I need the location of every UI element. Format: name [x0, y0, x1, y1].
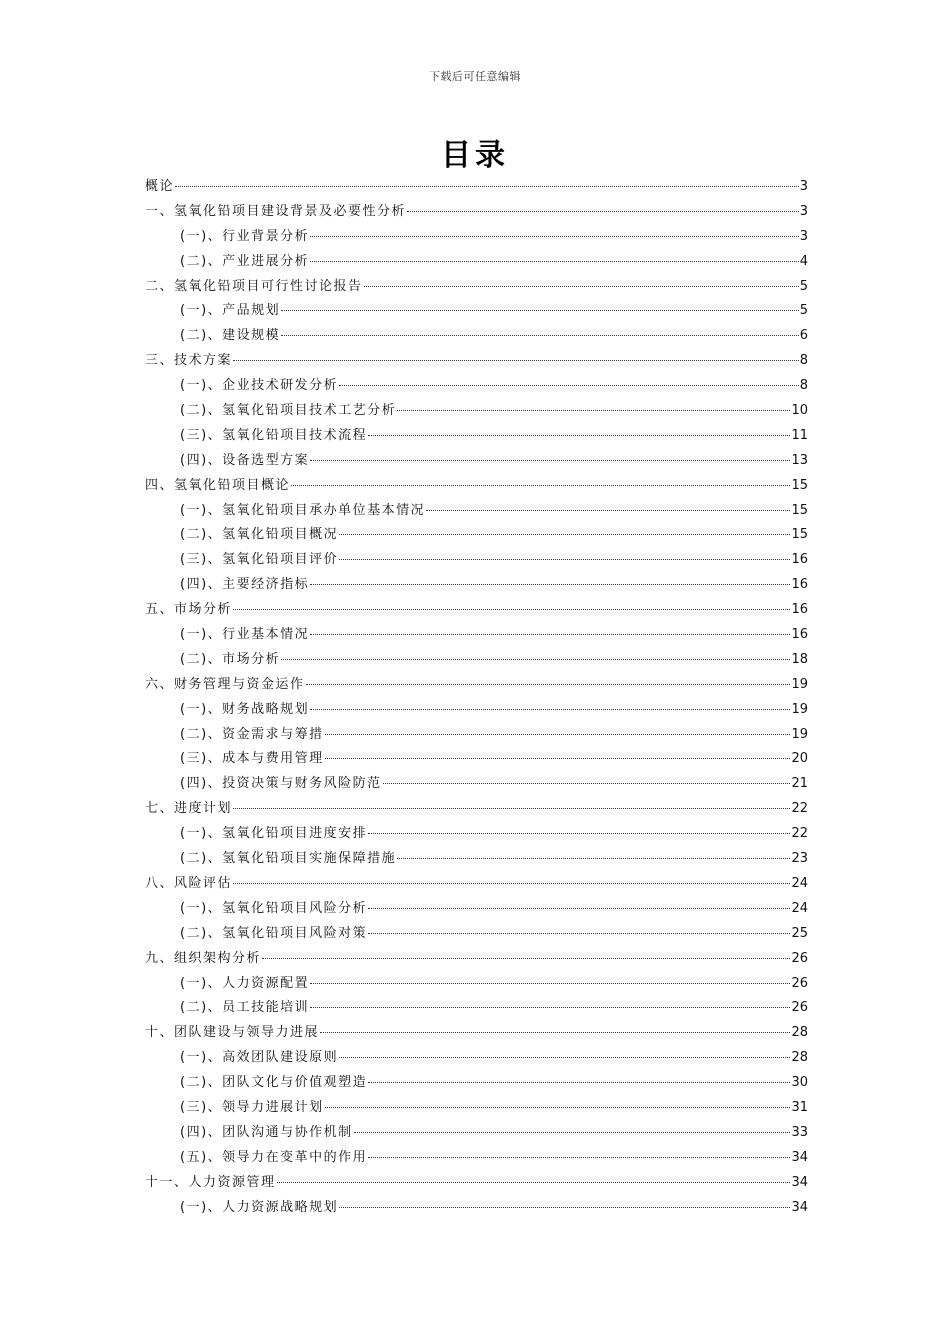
toc-entry-title: 一、氢氧化铅项目建设背景及必要性分析 [145, 203, 407, 219]
toc-entry-title: (三)、领导力进展计划 [180, 1099, 324, 1115]
toc-leader-dots [325, 734, 791, 735]
toc-leader-dots [325, 1107, 791, 1108]
toc-entry-page-number: 19 [791, 676, 808, 692]
toc-entry[interactable] [145, 1146, 808, 1171]
toc-entry[interactable] [145, 523, 808, 548]
toc-entry-title: 概论 [145, 179, 175, 194]
toc-leader-dots [310, 584, 790, 585]
toc-entry[interactable] [145, 424, 808, 449]
toc-entry-title: (四)、团队沟通与协作机制 [180, 1124, 353, 1140]
toc-leader-dots [368, 908, 790, 909]
toc-entry[interactable] [145, 1046, 808, 1071]
toc-entry-title: (二)、资金需求与筹措 [180, 726, 324, 742]
toc-entry[interactable] [145, 922, 808, 947]
toc-leader-dots [310, 634, 790, 635]
toc-entry-title: 二、氢氧化铅项目可行性讨论报告 [145, 278, 363, 294]
toc-entry-title: (二)、氢氧化铅项目实施保障措施 [180, 851, 397, 867]
toc-entry-title: (一)、高效团队建设原则 [180, 1050, 339, 1066]
toc-leader-dots [364, 286, 799, 287]
toc-entry-title: (二)、建设规模 [180, 328, 281, 344]
toc-entry[interactable] [145, 847, 808, 872]
toc-leader-dots [339, 534, 790, 535]
toc-entry-title: (四)、投资决策与财务风险防范 [180, 776, 382, 792]
toc-entry[interactable] [145, 548, 808, 573]
toc-entry[interactable] [145, 225, 808, 250]
toc-entry-page-number: 13 [791, 452, 808, 468]
toc-entry-page-number: 31 [791, 1099, 808, 1115]
toc-entry-title: (一)、企业技术研发分析 [180, 378, 339, 394]
toc-leader-dots [175, 186, 799, 187]
toc-leader-dots [339, 1207, 790, 1208]
toc-entry-page-number: 3 [799, 228, 808, 244]
toc-leader-dots [368, 833, 790, 834]
toc-leader-dots [233, 883, 790, 884]
toc-entry-title: 九、组织架构分析 [145, 950, 262, 966]
toc-entry[interactable] [145, 673, 808, 698]
toc-entry-title: (二)、氢氧化铅项目概况 [180, 527, 339, 543]
toc-entry[interactable] [145, 474, 808, 499]
toc-entry-page-number: 19 [791, 701, 808, 717]
toc-leader-dots [368, 1157, 790, 1158]
toc-entry-page-number: 16 [791, 552, 808, 568]
toc-entry-page-number: 28 [791, 1050, 808, 1066]
toc-entry-page-number: 15 [791, 527, 808, 543]
toc-leader-dots [233, 360, 799, 361]
toc-entry-page-number: 19 [791, 726, 808, 742]
toc-entry-page-number: 25 [791, 925, 808, 941]
toc-leader-dots [233, 609, 790, 610]
toc-entry[interactable] [145, 972, 808, 997]
toc-entry-title: (一)、氢氧化铅项目风险分析 [180, 900, 368, 916]
toc-leader-dots [339, 385, 799, 386]
toc-entry[interactable] [145, 449, 808, 474]
toc-entry-title: 六、财务管理与资金运作 [145, 676, 305, 692]
toc-entry-page-number: 23 [791, 851, 808, 867]
toc-entry-title: (一)、氢氧化铅项目承办单位基本情况 [180, 502, 426, 518]
toc-entry-page-number: 15 [791, 477, 808, 493]
toc-entry[interactable] [145, 399, 808, 424]
toc-leader-dots [281, 335, 799, 336]
toc-entry-title: (三)、氢氧化铅项目技术流程 [180, 427, 368, 443]
toc-entry-page-number: 8 [799, 353, 808, 369]
toc-entry-title: (三)、氢氧化铅项目评价 [180, 552, 339, 568]
toc-leader-dots [262, 958, 790, 959]
toc-entry[interactable] [145, 822, 808, 847]
toc-leader-dots [325, 758, 791, 759]
toc-entry[interactable] [145, 648, 808, 673]
toc-leader-dots [368, 1082, 790, 1083]
toc-entry-title: (一)、行业基本情况 [180, 627, 310, 643]
toc-entry[interactable] [145, 349, 808, 374]
toc-leader-dots [368, 933, 790, 934]
toc-entry[interactable] [145, 996, 808, 1021]
toc-leader-dots [397, 410, 790, 411]
toc-leader-dots [233, 808, 790, 809]
toc-entry-page-number: 28 [791, 1025, 808, 1041]
toc-entry-page-number: 15 [791, 502, 808, 518]
toc-entry-title: 四、氢氧化铅项目概论 [145, 477, 291, 493]
toc-entry-page-number: 34 [791, 1149, 808, 1165]
toc-entry-page-number: 33 [791, 1124, 808, 1140]
toc-entry[interactable] [145, 872, 808, 897]
toc-entry[interactable] [145, 797, 808, 822]
toc-entry-title: (三)、成本与费用管理 [180, 751, 324, 767]
toc-entry-title: (一)、财务战略规划 [180, 701, 310, 717]
table-of-contents [145, 175, 808, 1220]
toc-leader-dots [310, 460, 790, 461]
toc-entry-page-number: 8 [799, 378, 808, 394]
toc-entry-title: (一)、产品规划 [180, 303, 281, 319]
toc-entry-title: 十、团队建设与领导力进展 [145, 1025, 320, 1041]
toc-entry[interactable] [145, 324, 808, 349]
toc-entry-title: (一)、人力资源战略规划 [180, 1199, 339, 1215]
toc-entry-title: (一)、行业背景分析 [180, 228, 310, 244]
toc-leader-dots [281, 659, 790, 660]
toc-entry-title: (四)、主要经济指标 [180, 577, 310, 593]
toc-entry-title: (一)、人力资源配置 [180, 975, 310, 991]
toc-entry-page-number: 11 [791, 427, 808, 443]
toc-leader-dots [383, 783, 791, 784]
toc-entry[interactable] [145, 200, 808, 225]
toc-entry-page-number: 16 [791, 602, 808, 618]
toc-entry[interactable] [145, 947, 808, 972]
toc-entry-page-number: 5 [799, 278, 808, 294]
toc-entry[interactable] [145, 299, 808, 324]
toc-entry-title: (五)、领导力在变革中的作用 [180, 1149, 368, 1165]
toc-entry-title: 三、技术方案 [145, 353, 233, 369]
toc-leader-dots [291, 485, 790, 486]
toc-entry[interactable] [145, 623, 808, 648]
toc-leader-dots [310, 709, 790, 710]
toc-entry-title: (四)、设备选型方案 [180, 452, 310, 468]
toc-leader-dots [306, 684, 791, 685]
toc-entry-title: (二)、市场分析 [180, 651, 281, 667]
toc-entry-page-number: 22 [791, 801, 808, 817]
toc-entry-title: 十一、人力资源管理 [145, 1174, 276, 1190]
toc-entry-page-number: 6 [799, 328, 808, 344]
toc-entry[interactable] [145, 499, 808, 524]
toc-entry-page-number: 34 [791, 1199, 808, 1215]
toc-entry-title: (二)、氢氧化铅项目技术工艺分析 [180, 403, 397, 419]
toc-entry[interactable] [145, 250, 808, 275]
toc-entry[interactable] [145, 747, 808, 772]
toc-entry-page-number: 34 [791, 1174, 808, 1190]
toc-entry-title: (二)、氢氧化铅项目风险对策 [180, 925, 368, 941]
toc-entry-title: 七、进度计划 [145, 801, 233, 817]
toc-entry[interactable] [145, 723, 808, 748]
toc-entry-page-number: 16 [791, 627, 808, 643]
toc-leader-dots [281, 310, 799, 311]
toc-entry-page-number: 24 [791, 900, 808, 916]
toc-entry-page-number: 20 [791, 751, 808, 767]
toc-leader-dots [339, 559, 790, 560]
toc-entry-page-number: 22 [791, 826, 808, 842]
toc-leader-dots [354, 1132, 791, 1133]
toc-leader-dots [310, 1007, 790, 1008]
toc-leader-dots [426, 510, 790, 511]
toc-entry-page-number: 26 [791, 1000, 808, 1016]
toc-leader-dots [339, 1057, 790, 1058]
toc-entry-title: 五、市场分析 [145, 602, 233, 618]
toc-entry-page-number: 26 [791, 975, 808, 991]
toc-leader-dots [407, 211, 799, 212]
toc-entry[interactable] [145, 1121, 808, 1146]
toc-leader-dots [320, 1032, 790, 1033]
toc-leader-dots [310, 261, 799, 262]
toc-entry-page-number: 26 [791, 950, 808, 966]
toc-entry-page-number: 3 [799, 179, 808, 194]
toc-leader-dots [310, 236, 799, 237]
toc-entry[interactable] [145, 772, 808, 797]
toc-entry-page-number: 16 [791, 577, 808, 593]
toc-entry[interactable] [145, 1196, 808, 1221]
toc-entry[interactable] [145, 175, 808, 200]
toc-leader-dots [368, 435, 790, 436]
toc-entry[interactable] [145, 1021, 808, 1046]
toc-entry[interactable] [145, 1071, 808, 1096]
toc-entry-page-number: 4 [799, 253, 808, 269]
toc-entry[interactable] [145, 275, 808, 300]
toc-entry-title: (一)、氢氧化铅项目进度安排 [180, 826, 368, 842]
toc-leader-dots [310, 983, 790, 984]
toc-entry-title: 八、风险评估 [145, 875, 233, 891]
toc-entry[interactable] [145, 1171, 808, 1196]
toc-entry-page-number: 3 [799, 203, 808, 219]
toc-entry[interactable] [145, 1096, 808, 1121]
toc-entry-title: (二)、团队文化与价值观塑造 [180, 1075, 368, 1091]
toc-leader-dots [277, 1182, 791, 1183]
toc-entry-page-number: 24 [791, 875, 808, 891]
toc-entry[interactable] [145, 698, 808, 723]
toc-entry-page-number: 10 [791, 403, 808, 419]
toc-entry-page-number: 30 [791, 1075, 808, 1091]
toc-entry-title: (二)、员工技能培训 [180, 1000, 310, 1016]
toc-entry-page-number: 5 [799, 303, 808, 319]
toc-entry[interactable] [145, 573, 808, 598]
toc-entry[interactable] [145, 598, 808, 623]
page-header: 下载后可任意编辑 [429, 70, 521, 83]
toc-entry[interactable] [145, 374, 808, 399]
toc-entry-title: (二)、产业进展分析 [180, 253, 310, 269]
toc-entry-page-number: 18 [791, 651, 808, 667]
toc-entry-page-number: 21 [791, 776, 808, 792]
toc-entry[interactable] [145, 897, 808, 922]
toc-leader-dots [397, 858, 790, 859]
page-title: 目录 [441, 138, 509, 173]
